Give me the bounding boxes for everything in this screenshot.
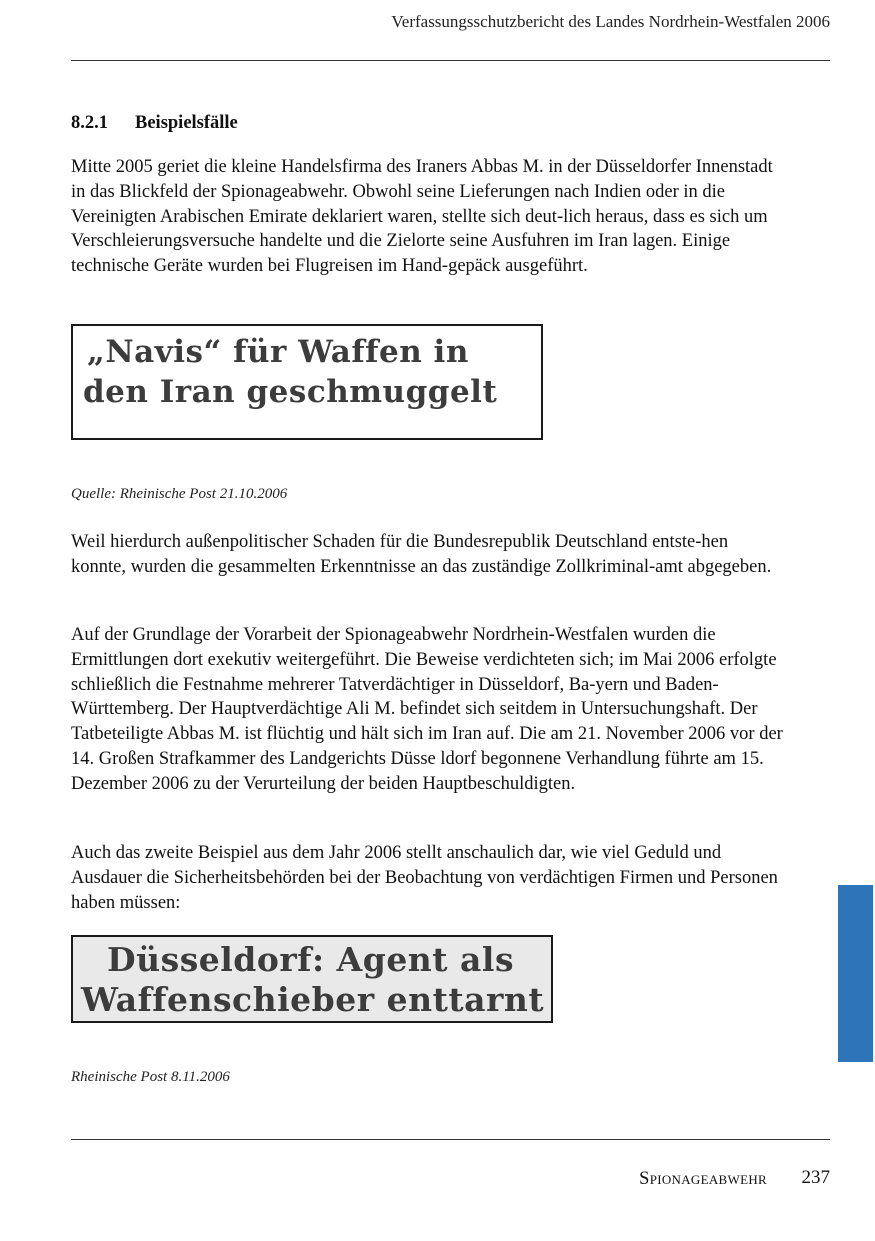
clipping-2-caption: Rheinische Post 8.11.2006 <box>71 1069 230 1085</box>
newspaper-clipping-1 <box>71 324 543 440</box>
footer-section-label: Spionageabwehr <box>639 1169 767 1189</box>
clipping-2-headline-line-2: Waffenschieber enttarnt <box>81 980 545 1019</box>
section-title: Beispielsfälle <box>135 113 238 133</box>
header-rule <box>71 60 830 61</box>
paragraph-3: Auf der Grundlage der Vorarbeit der Spionageabwehr Nordrhein-Westfalen wurden die Ermittlungen dort exekutiv weitergeführt. Die Beweise verdichteten sich; im Mai 2006 erfolgte schließlich die Festnahme mehrerer Tatverdächtiger in Düsseldorf, Ba-yern und Baden-Württemberg. Der Hauptverdächtige Ali M. befindet sich seitdem in Untersuchungshaft. Der Tatbeteiligte Abbas M. ist flüchtig und hält sich im Iran auf. Die am 21. November 2006 vor der 14. Großen Strafkammer des Landgerichts Düsse ldorf begonnene Verhandlung führte am 15. Dezember 2006 zu der Verurteilung der beiden Hauptbeschuldigten. <box>71 625 783 794</box>
chapter-side-tab <box>838 885 873 1062</box>
paragraph-4: Auch das zweite Beispiel aus dem Jahr 2006 stellt anschaulich dar, wie viel Geduld und Ausdauer die Sicherheitsbehörden bei der Beobachtung von verdächtigen Firmen und Personen haben müssen: <box>71 843 778 913</box>
running-header: Verfassungsschutzbericht des Landes Nordrhein-Westfalen 2006 <box>391 12 830 31</box>
paragraph-2: Weil hierdurch außenpolitischer Schaden für die Bundesrepublik Deutschland entste-hen konnte, wurden die gesammelten Erkenntnisse an das zuständige Zollkriminal-amt abgegeben. <box>71 532 772 577</box>
clipping-2-headline-line-1: Düsseldorf: Agent als <box>107 940 515 979</box>
clipping-1-headline-line-2: den Iran geschmuggelt <box>83 374 498 410</box>
newspaper-clipping-2 <box>71 935 553 1023</box>
page-number: 237 <box>801 1167 830 1188</box>
clipping-1-headline-line-1: „Navis“ für Waffen in <box>87 334 469 370</box>
paragraph-1: Mitte 2005 geriet die kleine Handelsfirma des Iraners Abbas M. in der Düsseldorfer Innenstadt in das Blickfeld der Spionageabwehr. Obwohl seine Lieferungen nach Indien oder in die Vereinigten Arabischen Emirate deklariert waren, stellte sich deut-lich heraus, dass es sich um Verschleierungsversuche handelte und die Zielorte seine Ausfuhren im Iran lagen. Einige technische Geräte wurden bei Flugreisen im Hand-gepäck ausgeführt. <box>71 157 773 277</box>
footer-rule <box>71 1139 830 1140</box>
clipping-1-caption: Quelle: Rheinische Post 21.10.2006 <box>71 486 288 502</box>
section-number: 8.2.1 <box>71 113 108 133</box>
section-heading <box>71 113 238 134</box>
